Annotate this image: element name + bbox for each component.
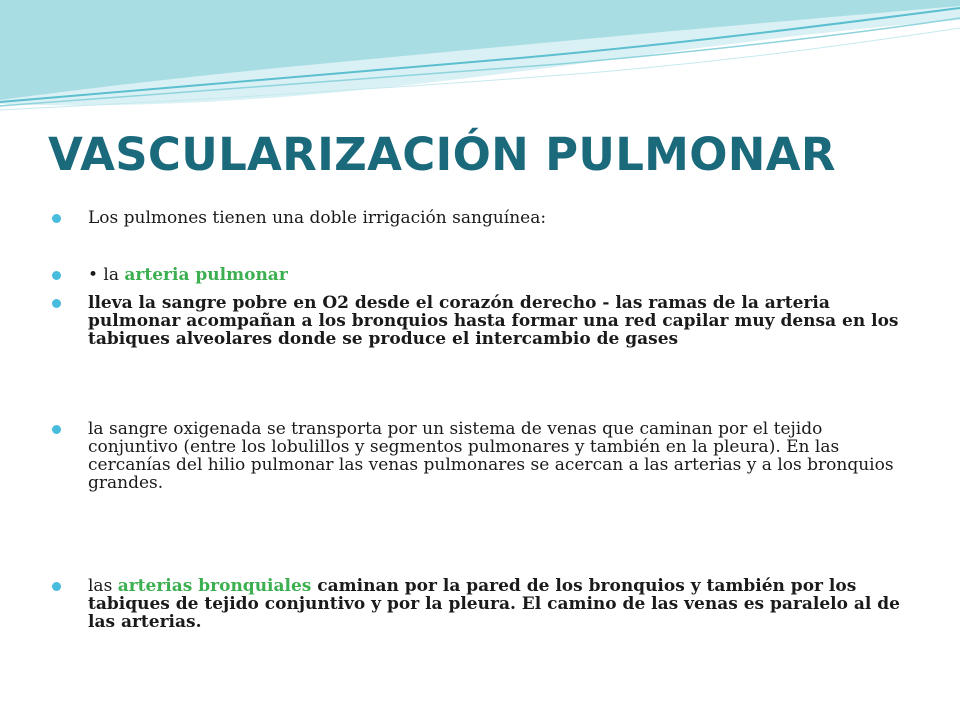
bullet-bold-text: caminan por la pared de los bronquios y también por los tabiques de tejido conjuntivo y por la pleura. El camino de las venas es paralelo al de las arterias. [88,576,900,632]
bullet-item [62,209,902,227]
highlight-term: arteria pulmonar [124,265,288,285]
highlight-term: arterias bronquiales [117,576,312,596]
bullet-item [62,266,902,284]
bullet-text [62,266,902,284]
bullet-text [62,577,902,631]
slide-title: VASCULARIZACIÓN PULMONAR [48,128,836,181]
bullet-prefix: • la [88,265,125,285]
bullet-icon [52,425,61,434]
bullet-icon [52,214,61,223]
bullet-item [62,420,902,492]
bullet-item [62,294,902,348]
bullet-icon [52,271,61,280]
decorative-wave [0,0,960,120]
bullet-text: la sangre oxigenada se transporta por un sistema de venas que caminan por el tejido conjuntivo (entre los lobulillos y segmentos pulmonares y también en la pleura). En las cercanías del hilio pulmonar las venas pulmonares se acercan a las arterias y a los bronquios grandes. [88,419,894,493]
bullet-icon [52,582,61,591]
bullet-icon [52,299,61,308]
bullet-item [62,577,902,631]
bullet-prefix: las [88,576,118,596]
bullet-text: lleva la sangre pobre en O2 desde el corazón derecho - las ramas de la arteria pulmonar acompañan a los bronquios hasta formar una red capilar muy densa en los tabiques alveolares donde se produce el intercambio de gases [88,293,899,349]
bullet-text: Los pulmones tienen una doble irrigación sanguínea: [88,208,547,228]
